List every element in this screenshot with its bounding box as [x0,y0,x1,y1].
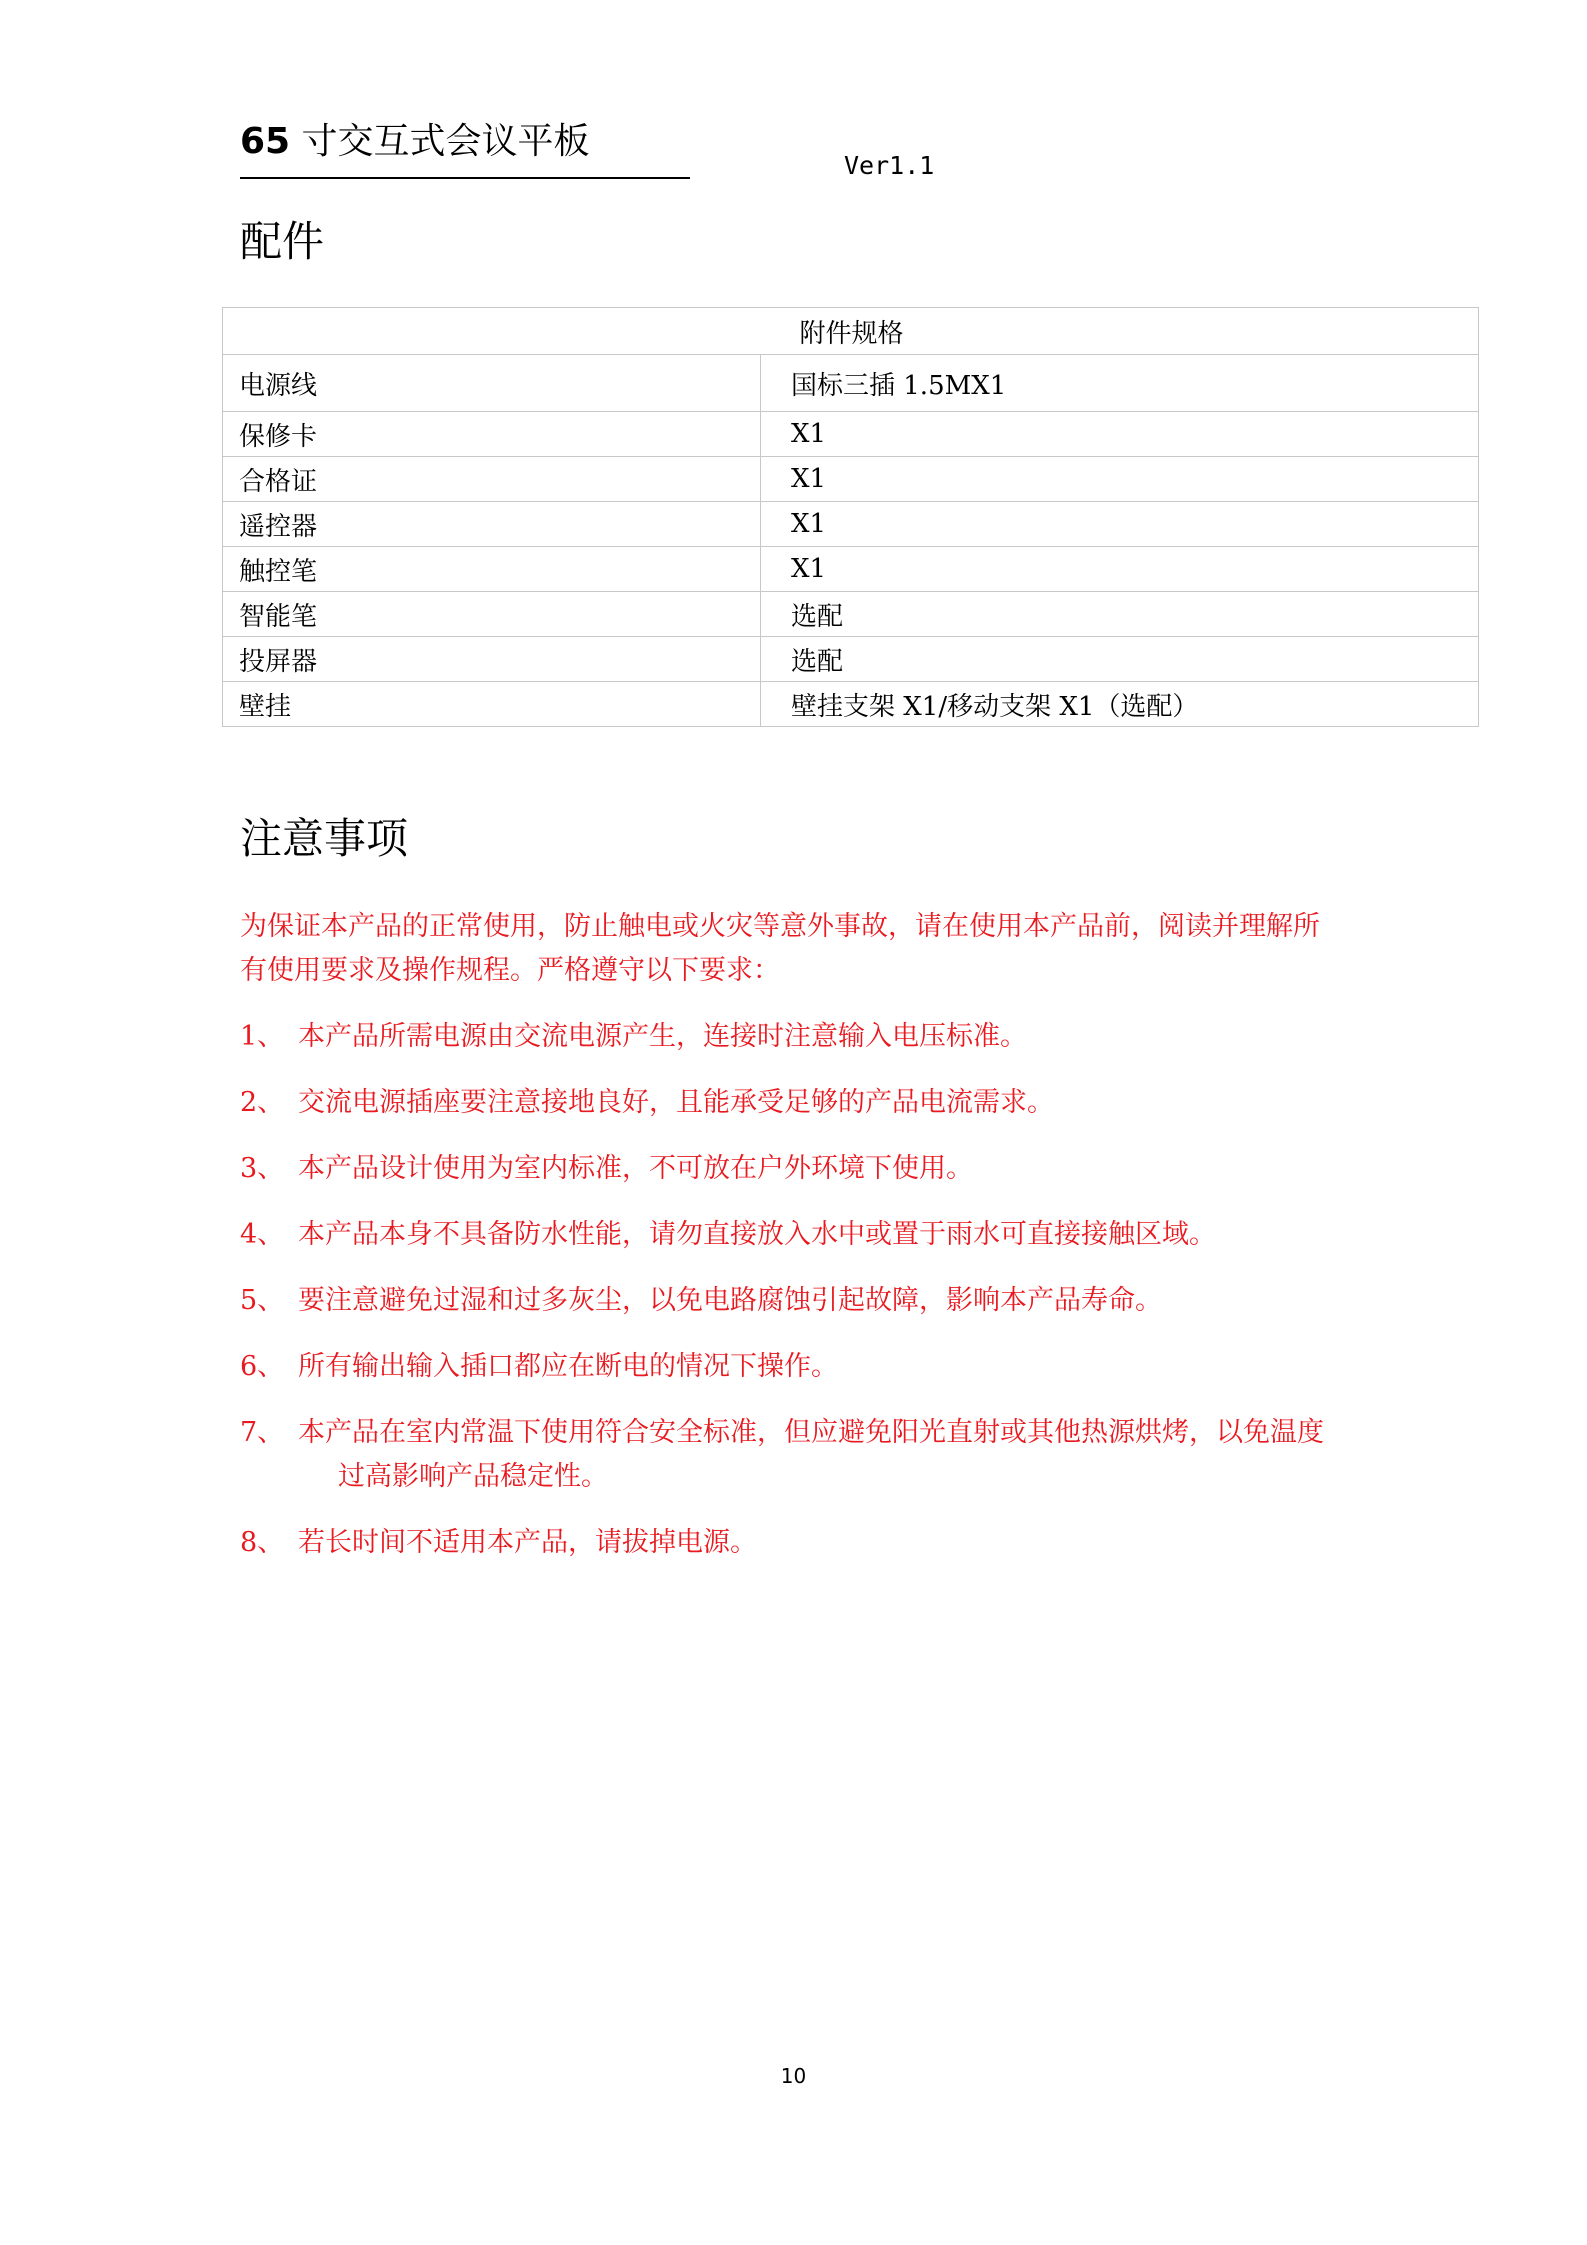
header-underline [240,177,690,179]
list-item [240,1345,1360,1389]
document-header [240,118,690,166]
table-row [223,502,1479,547]
spec-cell: 国标三插 1.5MX1 [761,355,1479,412]
table-row [223,637,1479,682]
intro-line: 有使用要求及操作规程。严格遵守以下要求： [240,955,780,986]
spec-cell: X1 [761,412,1479,457]
item-cell: 智能笔 [223,592,761,637]
accessories-section-title: 配件 [240,217,325,266]
list-text: 本产品本身不具备防水性能，请勿直接放入水中或置于雨水可直接接触区域。 [298,1219,1216,1250]
list-index: 4、 [240,1219,285,1250]
table-row [223,592,1479,637]
product-size-number: 65 [240,121,291,162]
version-label: Ver1.1 [844,151,935,180]
spec-cell: X1 [761,547,1479,592]
page-number: 10 [780,2064,807,2088]
table-row [223,547,1479,592]
list-item [240,1015,1360,1059]
list-index: 2、 [240,1087,285,1118]
list-text: 本产品在室内常温下使用符合安全标准，但应避免阳光直射或其他热源烘烤，以免温度 [298,1417,1324,1448]
product-title [240,118,690,166]
list-item [240,1147,1360,1191]
list-index: 8、 [240,1527,285,1558]
notices-list [240,1015,1360,1587]
list-item [240,1411,1360,1499]
intro-line: 为保证本产品的正常使用，防止触电或火灾等意外事故，请在使用本产品前，阅读并理解所 [240,911,1320,942]
list-index: 1、 [240,1021,285,1052]
list-text: 所有输出输入插口都应在断电的情况下操作。 [298,1351,838,1382]
list-index: 3、 [240,1153,285,1184]
product-name: 寸交互式会议平板 [290,121,590,162]
table-row [223,355,1479,412]
list-text: 交流电源插座要注意接地良好，且能承受足够的产品电流需求。 [298,1087,1054,1118]
spec-cell: 选配 [761,637,1479,682]
list-item [240,1081,1360,1125]
list-text: 若长时间不适用本产品，请拔掉电源。 [298,1527,757,1558]
list-text-continuation: 过高影响产品稳定性。 [338,1461,608,1492]
item-cell: 电源线 [223,355,761,412]
accessories-spec-table [222,307,1479,727]
notices-intro [240,905,1360,993]
list-text: 本产品所需电源由交流电源产生，连接时注意输入电压标准。 [298,1021,1027,1052]
table-row [223,457,1479,502]
spec-cell: X1 [761,502,1479,547]
item-cell: 壁挂 [223,682,761,727]
item-cell: 遥控器 [223,502,761,547]
list-text: 本产品设计使用为室内标准，不可放在户外环境下使用。 [298,1153,973,1184]
spec-cell: X1 [761,457,1479,502]
list-text: 要注意避免过湿和过多灰尘，以免电路腐蚀引起故障，影响本产品寿命。 [298,1285,1162,1316]
item-cell: 触控笔 [223,547,761,592]
notices-section-title: 注意事项 [240,814,409,863]
list-item [240,1213,1360,1257]
item-cell: 保修卡 [223,412,761,457]
table-header: 附件规格 [223,308,1479,355]
item-cell: 投屏器 [223,637,761,682]
table-row [223,412,1479,457]
list-item [240,1279,1360,1323]
list-item [240,1521,1360,1565]
table-row [223,682,1479,727]
spec-cell: 壁挂支架 X1/移动支架 X1（选配） [761,682,1479,727]
spec-cell: 选配 [761,592,1479,637]
list-index: 7、 [240,1417,285,1448]
list-index: 5、 [240,1285,285,1316]
item-cell: 合格证 [223,457,761,502]
list-index: 6、 [240,1351,285,1382]
